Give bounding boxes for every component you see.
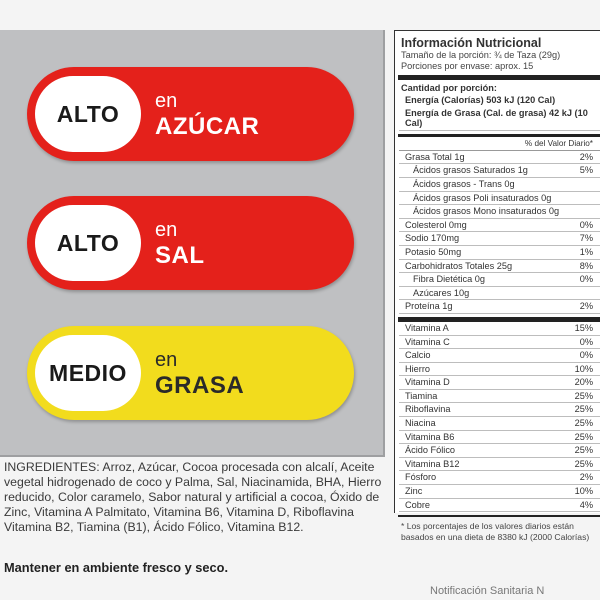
energy-label: Energía (Calorías)	[405, 95, 484, 105]
nutrient-daily-value: 2%	[579, 472, 593, 483]
nutrient-row	[399, 178, 600, 192]
nutrient-row	[399, 260, 600, 274]
nutrient-row	[399, 376, 600, 390]
nutrient-name: Azúcares 10g	[413, 287, 470, 298]
sanitary-notification: Notificación Sanitaria N	[430, 585, 545, 597]
item-text: SAL	[155, 242, 205, 269]
nutrient-name: Carbohidratos Totales 25g	[405, 260, 513, 271]
nutrient-row	[399, 192, 600, 206]
nutrient-daily-value: 25%	[574, 418, 593, 429]
nutrient-row	[399, 151, 600, 165]
nutrient-name: Fibra Dietética 0g	[413, 274, 486, 285]
label-medio-grasa	[27, 326, 354, 420]
nutrient-daily-value: 25%	[574, 458, 593, 469]
nutrient-name: Calcio	[405, 350, 431, 361]
level-badge	[35, 205, 141, 281]
energy-row	[399, 94, 600, 107]
nutrient-row	[399, 363, 600, 377]
nutrient-row	[399, 322, 600, 336]
item-text: GRASA	[155, 372, 245, 399]
nutrient-name: Ácidos grasos Saturados 1g	[413, 165, 528, 176]
energy-fat-value: (Cal. de grasa) 42 kJ (10 Cal)	[405, 107, 588, 129]
nutrient-row	[399, 246, 600, 260]
connector-text: en	[155, 219, 178, 241]
level-text: ALTO	[56, 229, 120, 256]
nutrient-daily-value: 25%	[574, 404, 593, 415]
vitamin-list	[395, 322, 600, 512]
energy-fat-row	[399, 107, 600, 131]
ingredients-text: INGREDIENTES: Arroz, Azúcar, Cocoa procesada con alcalí, Aceite vegetal hidrogenado de coco y Palma, Sal, Niacinamida, BHA, Hierro reducido, Color caramelo, Sabor natural y artificial a cocoa, Óxido de Zinc, Vitamina A Palmitato, Vitamina B6, Vitamina D, Riboflavina Vitamina B2, Tiamina (B1), Ácido Fólico, Vitamina B12.	[4, 460, 382, 534]
nutrient-name: Vitamina C	[405, 336, 450, 347]
nutrient-name: Ácidos grasos Poli insaturados 0g	[413, 192, 552, 203]
nutrient-row	[399, 499, 600, 513]
nutrient-name: Ácidos grasos - Trans 0g	[413, 178, 515, 189]
daily-value-header: % del Valor Diario*	[399, 137, 600, 151]
nutrient-daily-value: 0%	[579, 219, 593, 230]
serving-size: Tamaño de la porción: ¾ de Taza (29g)	[401, 50, 561, 60]
nutrient-name: Ácidos grasos Mono insaturados 0g	[413, 206, 560, 217]
nutrient-daily-value: 4%	[579, 499, 593, 510]
nutrient-row	[399, 336, 600, 350]
nutrient-daily-value: 0%	[579, 336, 593, 347]
nutrient-name: Ácido Fólico	[405, 445, 456, 456]
nutrient-row	[399, 205, 600, 219]
nutrient-name: Colesterol 0mg	[405, 219, 467, 230]
nutrient-row	[399, 232, 600, 246]
nutrient-name: Vitamina D	[405, 377, 450, 388]
nutrient-name: Sodio 170mg	[405, 233, 460, 244]
storage-instructions: Mantener en ambiente fresco y seco.	[4, 560, 229, 575]
nutrition-title: Información Nutricional	[401, 36, 542, 50]
nutrient-name: Vitamina A	[405, 322, 449, 333]
nutrient-name: Riboflavina	[405, 404, 451, 415]
nutrient-name: Potasio 50mg	[405, 246, 462, 257]
nutrient-row	[399, 403, 600, 417]
nutrient-daily-value: 20%	[574, 377, 593, 388]
amount-per-serving: Cantidad por porción:	[401, 83, 497, 93]
nutrient-daily-value: 0%	[579, 350, 593, 361]
nutrient-row	[399, 485, 600, 499]
nutrient-row	[399, 300, 600, 314]
warning-labels-panel	[0, 30, 385, 457]
nutrient-daily-value: 2%	[579, 151, 593, 162]
nutrient-row	[399, 287, 600, 301]
level-badge	[35, 335, 141, 411]
nutrient-list	[395, 151, 600, 314]
connector-text: en	[155, 90, 178, 112]
nutrient-name: Cobre	[405, 499, 431, 510]
nutrient-row	[399, 219, 600, 233]
nutrient-daily-value: 10%	[574, 486, 593, 497]
nutrient-row	[399, 471, 600, 485]
nutrient-daily-value: 8%	[579, 260, 593, 271]
servings-per-container: Porciones por envase: aprox. 15	[401, 61, 534, 71]
nutrient-name: Niacina	[405, 418, 436, 429]
energy-fat-label: Energía de Grasa	[405, 107, 481, 118]
label-alto-sal	[27, 196, 354, 290]
nutrient-row	[399, 390, 600, 404]
nutrient-row	[399, 444, 600, 458]
nutrient-row	[399, 164, 600, 178]
level-text: MEDIO	[49, 359, 127, 386]
level-text: ALTO	[56, 100, 120, 127]
nutrient-row	[399, 431, 600, 445]
nutrient-name: Grasa Total 1g	[405, 151, 465, 162]
level-badge	[35, 76, 141, 152]
connector-text: en	[155, 349, 178, 371]
nutrient-row	[399, 458, 600, 472]
daily-value-footnote: * Los porcentajes de los valores diarios están basados en una dieta de 8380 kJ (2000 Calorías)	[401, 521, 590, 543]
nutrient-row	[399, 273, 600, 287]
nutrition-facts-panel	[394, 30, 600, 543]
nutrient-name: Zinc	[405, 486, 423, 497]
nutrient-name: Fósforo	[405, 472, 437, 483]
nutrient-daily-value: 10%	[574, 363, 593, 374]
nutrient-daily-value: 7%	[579, 233, 593, 244]
nutrient-daily-value: 25%	[574, 431, 593, 442]
nutrient-name: Vitamina B6	[405, 431, 455, 442]
nutrient-name: Tiamina	[405, 390, 438, 401]
nutrient-daily-value: 0%	[579, 274, 593, 285]
nutrient-name: Hierro	[405, 363, 431, 374]
nutrient-daily-value: 5%	[579, 165, 593, 176]
nutrient-row	[399, 349, 600, 363]
nutrient-daily-value: 2%	[579, 301, 593, 312]
label-alto-azucar	[27, 67, 354, 161]
nutrient-row	[399, 417, 600, 431]
item-text: AZÚCAR	[155, 113, 260, 140]
energy-value: 503 kJ (120 Cal)	[486, 95, 556, 105]
nutrient-daily-value: 15%	[574, 322, 593, 333]
nutrient-daily-value: 1%	[579, 246, 593, 257]
nutrient-name: Vitamina B12	[405, 458, 460, 469]
nutrient-name: Proteína 1g	[405, 301, 453, 312]
nutrient-daily-value: 25%	[574, 390, 593, 401]
nutrient-daily-value: 25%	[574, 445, 593, 456]
